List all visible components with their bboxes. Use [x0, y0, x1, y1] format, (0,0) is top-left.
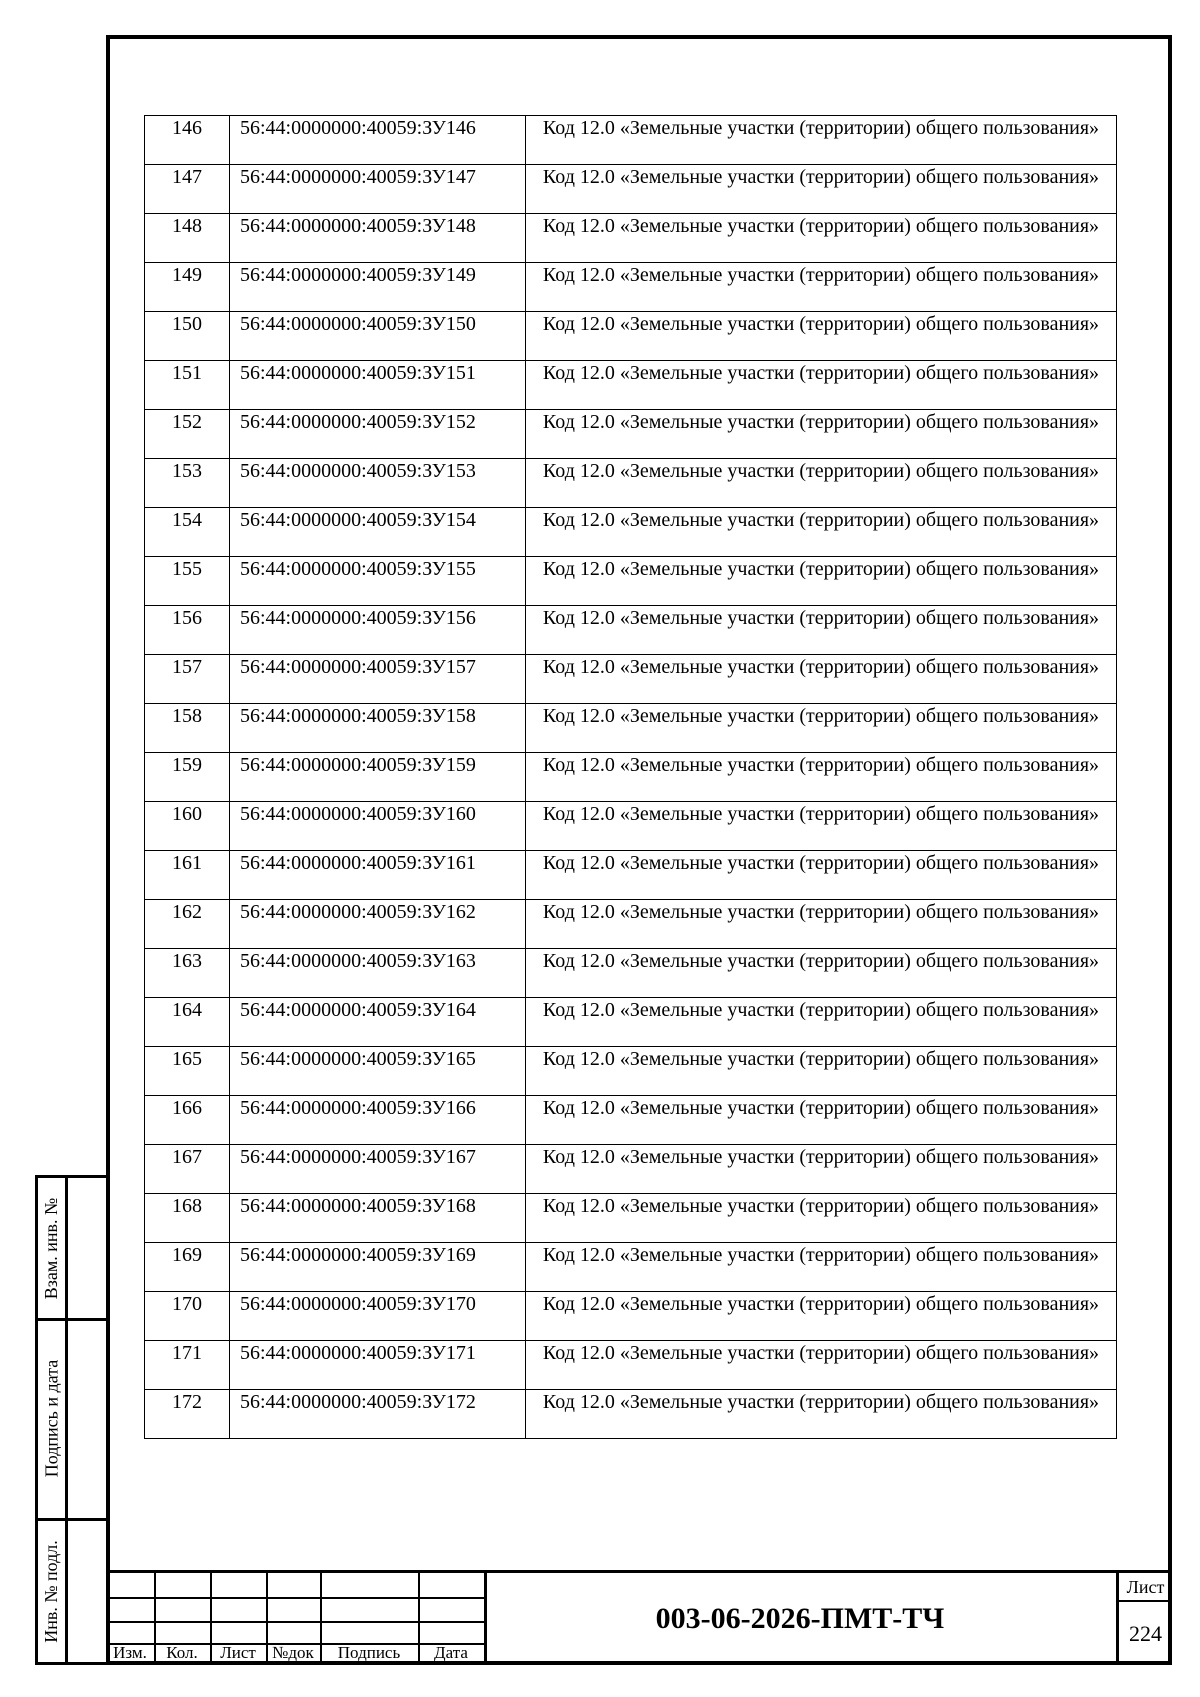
row-number-cell: 167: [145, 1145, 230, 1194]
table-row: [145, 557, 1117, 606]
cadastral-number-cell: 56:44:0000000:40059:ЗУ148: [230, 214, 526, 263]
cadastral-number-cell: 56:44:0000000:40059:ЗУ163: [230, 949, 526, 998]
table-row: [145, 1292, 1117, 1341]
land-use-code-cell: Код 12.0 «Земельные участки (территории) общего пользования»: [526, 1341, 1117, 1390]
revision-grid: [106, 1573, 484, 1665]
label-kol: Кол.: [166, 1643, 198, 1662]
row-number-cell: 146: [145, 116, 230, 165]
land-use-code-cell: Код 12.0 «Земельные участки (территории) общего пользования»: [526, 1390, 1117, 1439]
label-podpis: Подпись: [337, 1643, 401, 1662]
land-use-code-cell: Код 12.0 «Земельные участки (территории) общего пользования»: [526, 998, 1117, 1047]
table-row: [145, 410, 1117, 459]
table-row: [145, 1243, 1117, 1292]
row-number-cell: 148: [145, 214, 230, 263]
cadastral-number-cell: 56:44:0000000:40059:ЗУ167: [230, 1145, 526, 1194]
row-number-cell: 154: [145, 508, 230, 557]
land-use-code-cell: Код 12.0 «Земельные участки (территории) общего пользования»: [526, 361, 1117, 410]
cadastral-number-cell: 56:44:0000000:40059:ЗУ151: [230, 361, 526, 410]
cadastral-number-cell: 56:44:0000000:40059:ЗУ169: [230, 1243, 526, 1292]
row-number-cell: 170: [145, 1292, 230, 1341]
cadastral-number-cell: 56:44:0000000:40059:ЗУ171: [230, 1341, 526, 1390]
row-number-cell: 171: [145, 1341, 230, 1390]
row-number-cell: 153: [145, 459, 230, 508]
land-use-code-cell: Код 12.0 «Земельные участки (территории) общего пользования»: [526, 165, 1117, 214]
row-number-cell: 168: [145, 1194, 230, 1243]
table-row: [145, 655, 1117, 704]
table-row: [145, 263, 1117, 312]
label-ndok: №док: [272, 1643, 314, 1662]
cadastral-number-cell: 56:44:0000000:40059:ЗУ146: [230, 116, 526, 165]
side-stamp: [35, 1175, 106, 1665]
table-row: [145, 1096, 1117, 1145]
land-use-code-cell: Код 12.0 «Земельные участки (территории) общего пользования»: [526, 851, 1117, 900]
land-use-code-cell: Код 12.0 «Земельные участки (территории) общего пользования»: [526, 606, 1117, 655]
land-use-code-cell: Код 12.0 «Земельные участки (территории) общего пользования»: [526, 459, 1117, 508]
cadastral-number-cell: 56:44:0000000:40059:ЗУ172: [230, 1390, 526, 1439]
table-row: [145, 312, 1117, 361]
side-label-vzam: Взам. инв. №: [41, 1197, 61, 1299]
land-use-code-cell: Код 12.0 «Земельные участки (территории) общего пользования»: [526, 410, 1117, 459]
row-number-cell: 164: [145, 998, 230, 1047]
table-row: [145, 606, 1117, 655]
cadastral-number-cell: 56:44:0000000:40059:ЗУ150: [230, 312, 526, 361]
land-use-code-cell: Код 12.0 «Земельные участки (территории) общего пользования»: [526, 704, 1117, 753]
cadastral-number-cell: 56:44:0000000:40059:ЗУ170: [230, 1292, 526, 1341]
land-use-code-cell: Код 12.0 «Земельные участки (территории) общего пользования»: [526, 1096, 1117, 1145]
side-label-podpis: Подпись и дата: [41, 1359, 61, 1477]
row-number-cell: 159: [145, 753, 230, 802]
table-row: [145, 1341, 1117, 1390]
table-row: [145, 1047, 1117, 1096]
table-row: [145, 116, 1117, 165]
table-row: [145, 949, 1117, 998]
row-number-cell: 151: [145, 361, 230, 410]
cadastral-number-cell: 56:44:0000000:40059:ЗУ164: [230, 998, 526, 1047]
row-number-cell: 157: [145, 655, 230, 704]
cadastral-number-cell: 56:44:0000000:40059:ЗУ165: [230, 1047, 526, 1096]
land-use-code-cell: Код 12.0 «Земельные участки (территории) общего пользования»: [526, 753, 1117, 802]
row-number-cell: 163: [145, 949, 230, 998]
row-number-cell: 147: [145, 165, 230, 214]
cadastral-number-cell: 56:44:0000000:40059:ЗУ156: [230, 606, 526, 655]
cadastral-number-cell: 56:44:0000000:40059:ЗУ155: [230, 557, 526, 606]
title-block: [106, 1570, 1172, 1665]
table-row: [145, 508, 1117, 557]
row-number-cell: 169: [145, 1243, 230, 1292]
table-row: [145, 704, 1117, 753]
cadastral-number-cell: 56:44:0000000:40059:ЗУ157: [230, 655, 526, 704]
label-data: Дата: [434, 1643, 468, 1662]
cadastral-number-cell: 56:44:0000000:40059:ЗУ149: [230, 263, 526, 312]
cadastral-number-cell: 56:44:0000000:40059:ЗУ153: [230, 459, 526, 508]
land-use-code-cell: Код 12.0 «Земельные участки (территории) общего пользования»: [526, 312, 1117, 361]
row-number-cell: 150: [145, 312, 230, 361]
sheet-label: Лист: [1119, 1577, 1172, 1602]
table-row: [145, 165, 1117, 214]
land-use-code-cell: Код 12.0 «Земельные участки (территории) общего пользования»: [526, 557, 1117, 606]
side-label-inv: Инв. № подл.: [41, 1540, 61, 1643]
table-row: [145, 900, 1117, 949]
cadastral-number-cell: 56:44:0000000:40059:ЗУ152: [230, 410, 526, 459]
land-use-code-cell: Код 12.0 «Земельные участки (территории) общего пользования»: [526, 214, 1117, 263]
land-use-code-cell: Код 12.0 «Земельные участки (территории) общего пользования»: [526, 116, 1117, 165]
row-number-cell: 162: [145, 900, 230, 949]
land-use-code-cell: Код 12.0 «Земельные участки (территории) общего пользования»: [526, 1194, 1117, 1243]
label-list: Лист: [220, 1643, 256, 1662]
land-use-code-cell: Код 12.0 «Земельные участки (территории) общего пользования»: [526, 802, 1117, 851]
cadastral-number-cell: 56:44:0000000:40059:ЗУ166: [230, 1096, 526, 1145]
row-number-cell: 149: [145, 263, 230, 312]
cadastral-number-cell: 56:44:0000000:40059:ЗУ160: [230, 802, 526, 851]
cadastral-number-cell: 56:44:0000000:40059:ЗУ161: [230, 851, 526, 900]
table-row: [145, 753, 1117, 802]
table-row: [145, 1145, 1117, 1194]
table-row: [145, 1194, 1117, 1243]
cadastral-number-cell: 56:44:0000000:40059:ЗУ154: [230, 508, 526, 557]
table-body: [145, 116, 1117, 1439]
row-number-cell: 166: [145, 1096, 230, 1145]
land-plots-table: [144, 115, 1117, 1439]
table-row: [145, 214, 1117, 263]
table-row: [145, 802, 1117, 851]
land-use-code-cell: Код 12.0 «Земельные участки (территории) общего пользования»: [526, 1145, 1117, 1194]
sheet-number: 224: [1129, 1621, 1162, 1646]
document-code: 003-06-2026-ПМТ-ТЧ: [655, 1602, 945, 1635]
row-number-cell: 155: [145, 557, 230, 606]
land-use-code-cell: Код 12.0 «Земельные участки (территории) общего пользования»: [526, 508, 1117, 557]
row-number-cell: 152: [145, 410, 230, 459]
cadastral-number-cell: 56:44:0000000:40059:ЗУ147: [230, 165, 526, 214]
land-use-code-cell: Код 12.0 «Земельные участки (территории) общего пользования»: [526, 263, 1117, 312]
cadastral-number-cell: 56:44:0000000:40059:ЗУ158: [230, 704, 526, 753]
row-number-cell: 156: [145, 606, 230, 655]
land-use-code-cell: Код 12.0 «Земельные участки (территории) общего пользования»: [526, 1047, 1117, 1096]
land-use-code-cell: Код 12.0 «Земельные участки (территории) общего пользования»: [526, 949, 1117, 998]
cadastral-number-cell: 56:44:0000000:40059:ЗУ162: [230, 900, 526, 949]
row-number-cell: 172: [145, 1390, 230, 1439]
label-izm: Изм.: [113, 1643, 147, 1662]
row-number-cell: 161: [145, 851, 230, 900]
cadastral-number-cell: 56:44:0000000:40059:ЗУ159: [230, 753, 526, 802]
land-use-code-cell: Код 12.0 «Земельные участки (территории) общего пользования»: [526, 1243, 1117, 1292]
table-row: [145, 459, 1117, 508]
row-number-cell: 160: [145, 802, 230, 851]
cadastral-number-cell: 56:44:0000000:40059:ЗУ168: [230, 1194, 526, 1243]
table-row: [145, 1390, 1117, 1439]
table-row: [145, 361, 1117, 410]
table-row: [145, 851, 1117, 900]
land-use-code-cell: Код 12.0 «Земельные участки (территории) общего пользования»: [526, 1292, 1117, 1341]
table-row: [145, 998, 1117, 1047]
row-number-cell: 158: [145, 704, 230, 753]
sheet-box: [1116, 1573, 1172, 1665]
row-number-cell: 165: [145, 1047, 230, 1096]
land-use-code-cell: Код 12.0 «Земельные участки (территории) общего пользования»: [526, 655, 1117, 704]
land-use-code-cell: Код 12.0 «Земельные участки (территории) общего пользования»: [526, 900, 1117, 949]
